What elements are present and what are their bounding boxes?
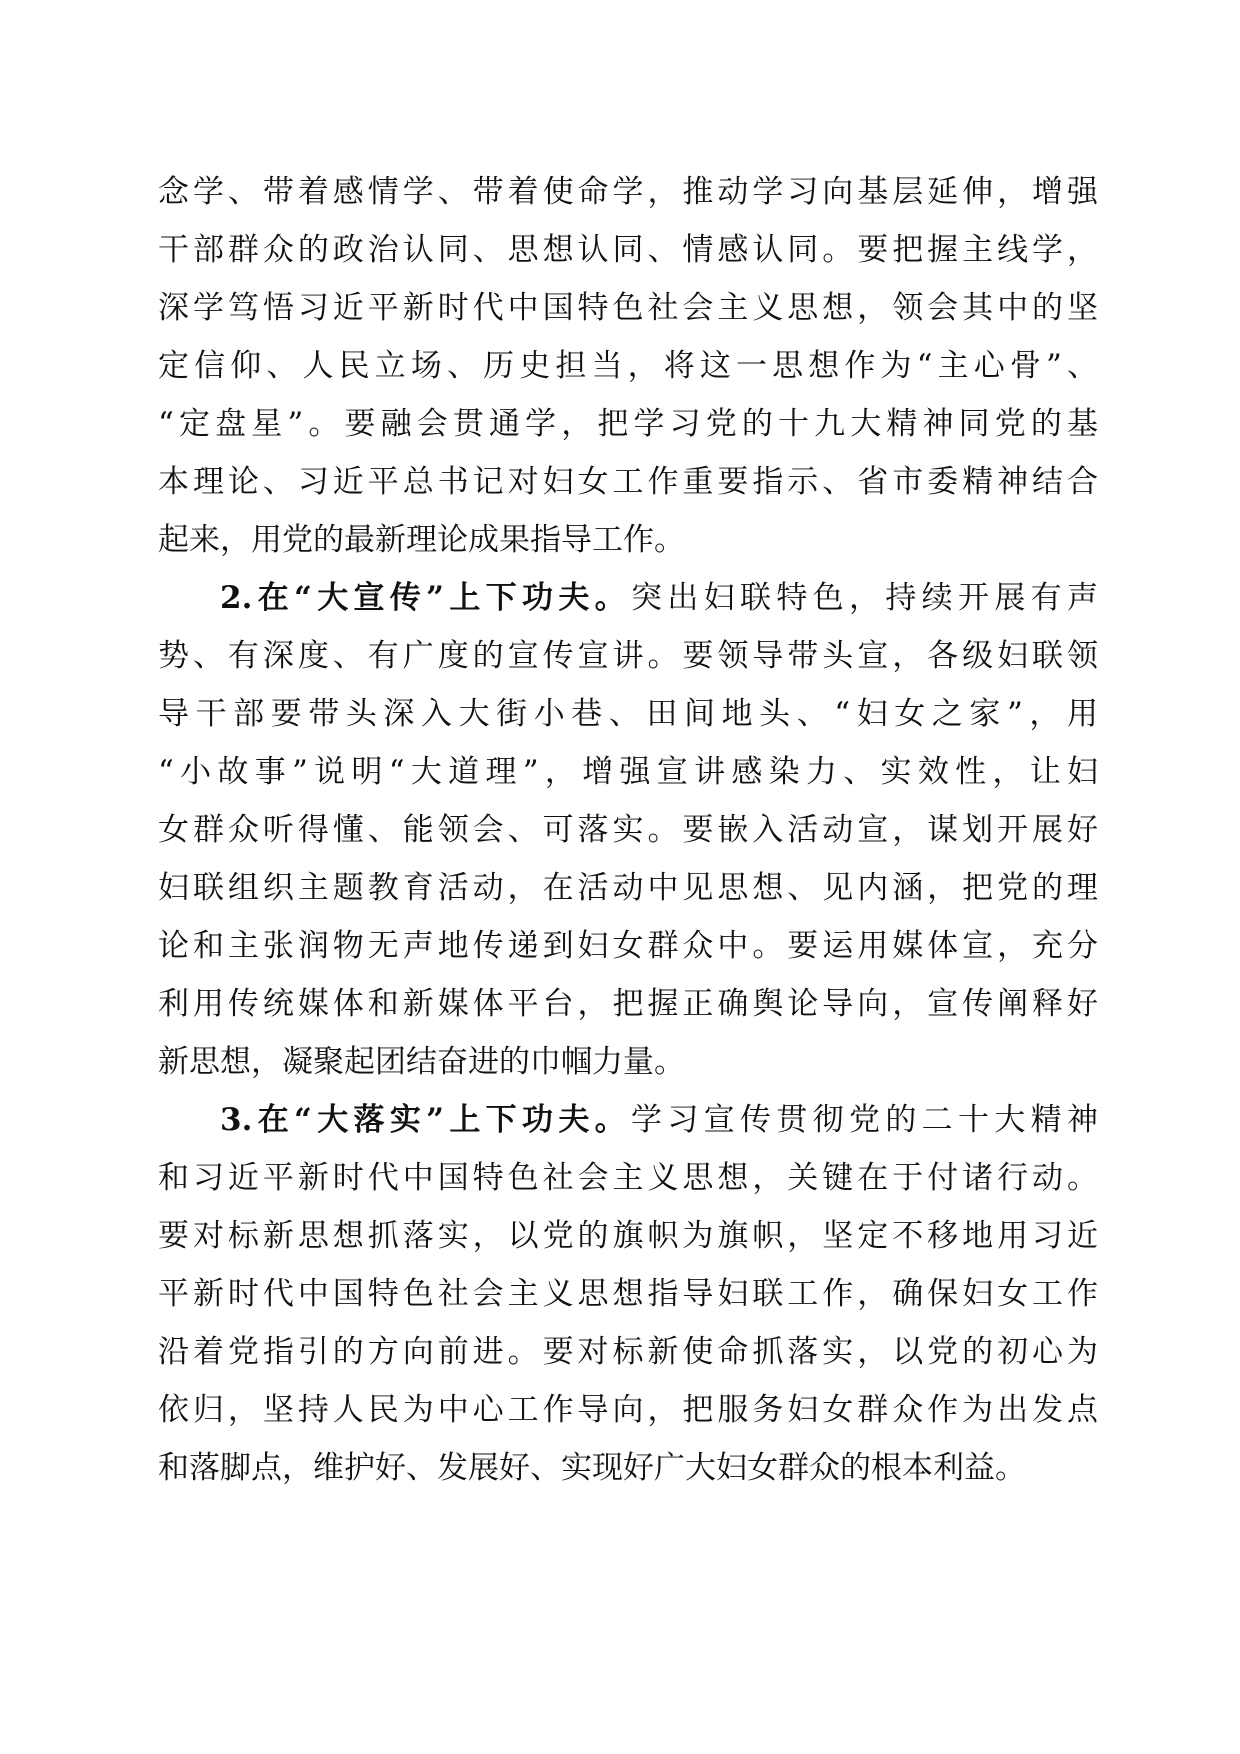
section-2-first-line (220, 569, 1098, 627)
section-3-lead-text: 学习宣传贯彻党的二十大精神 (631, 1102, 1098, 1138)
body-line-11: “小故事”说明“大道理”，增强宣讲感染力、实效性，让妇 (158, 754, 1098, 790)
body-line-3: 深学笃悟习近平新时代中国特色社会主义思想，领会其中的坚 (158, 290, 1098, 326)
body-line-6: 本理论、习近平总书记对妇女工作重要指示、省市委精神结合 (158, 464, 1098, 500)
body-line-23: 和落脚点，维护好、发展好、实现好广大妇女群众的根本利益。 (158, 1450, 1026, 1486)
body-line-20: 平新时代中国特色社会主义思想指导妇联工作，确保妇女工作 (158, 1276, 1098, 1312)
section-3-first-line (220, 1091, 1098, 1149)
section-2-lead-text: 突出妇联特色，持续开展有声 (631, 580, 1098, 616)
body-line-19: 要对标新思想抓落实，以党的旗帜为旗帜，坚定不移地用习近 (158, 1218, 1098, 1254)
body-line-14: 论和主张润物无声地传递到妇女群众中。要运用媒体宣，充分 (158, 928, 1098, 964)
body-line-13: 妇联组织主题教育活动，在活动中见思想、见内涵，把党的理 (158, 870, 1098, 906)
body-line-4: 定信仰、人民立场、历史担当，将这一思想作为“主心骨”、 (158, 348, 1098, 384)
section-2-heading: 2.在“大宣传”上下功夫。 (220, 580, 632, 616)
body-line-7: 起来，用党的最新理论成果指导工作。 (158, 522, 685, 558)
body-line-5: “定盘星”。要融会贯通学，把学习党的十九大精神同党的基 (158, 406, 1098, 442)
body-line-10: 导干部要带头深入大街小巷、田间地头、“妇女之家”，用 (158, 696, 1098, 732)
body-line-9: 势、有深度、有广度的宣传宣讲。要领导带头宣，各级妇联领 (158, 638, 1098, 674)
body-line-16: 新思想，凝聚起团结奋进的巾帼力量。 (158, 1044, 685, 1080)
body-line-2: 干部群众的政治认同、思想认同、情感认同。要把握主线学， (158, 232, 1098, 268)
body-line-21: 沿着党指引的方向前进。要对标新使命抓落实，以党的初心为 (158, 1334, 1098, 1370)
body-line-12: 女群众听得懂、能领会、可落实。要嵌入活动宣，谋划开展好 (158, 812, 1098, 848)
section-3-heading: 3.在“大落实”上下功夫。 (220, 1102, 632, 1138)
body-line-22: 依归，坚持人民为中心工作导向，把服务妇女群众作为出发点 (158, 1392, 1098, 1428)
body-line-18: 和习近平新时代中国特色社会主义思想，关键在于付诸行动。 (158, 1160, 1098, 1196)
body-line-1: 念学、带着感情学、带着使命学，推动学习向基层延伸，增强 (158, 174, 1098, 210)
body-line-15: 利用传统媒体和新媒体平台，把握正确舆论导向，宣传阐释好 (158, 986, 1098, 1022)
